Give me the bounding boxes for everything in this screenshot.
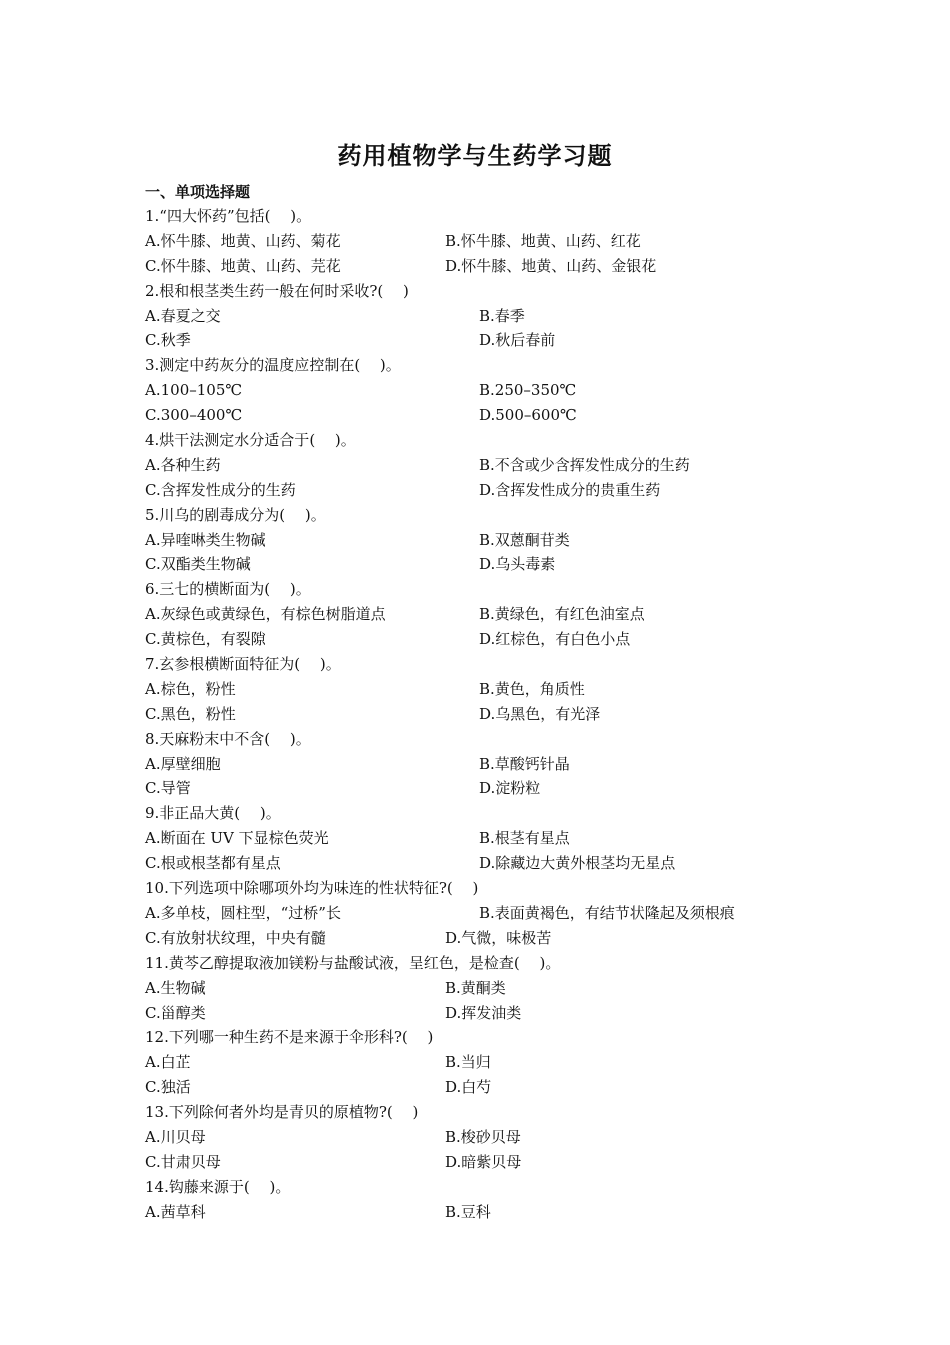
question-stem: 7.玄参根横断面特征为( )。 xyxy=(145,655,341,674)
answer-option: B.黄绿色，有红色油室点 xyxy=(479,605,645,624)
answer-option: A.春夏之交 xyxy=(145,306,221,325)
answer-option: C.双酯类生物碱 xyxy=(145,555,251,574)
answer-option: B.不含或少含挥发性成分的生药 xyxy=(479,455,690,474)
answer-option: D.秋后春前 xyxy=(479,331,556,350)
answer-option: D.除藏边大黄外根茎均无星点 xyxy=(479,854,676,873)
option-row xyxy=(145,328,825,353)
option-row xyxy=(145,826,825,851)
answer-option: C.300–400℃ xyxy=(145,406,243,425)
question-list xyxy=(145,204,825,1225)
option-row xyxy=(145,1125,825,1150)
answer-option: D.乌黑色，有光泽 xyxy=(479,704,601,723)
document-title: 药用植物学与生药学习题 xyxy=(337,142,613,170)
option-row xyxy=(145,976,825,1001)
answer-option: A.白芷 xyxy=(145,1053,191,1072)
answer-option: A.断面在 UV 下显棕色荧光 xyxy=(145,829,329,848)
answer-option: A.异喹啉类生物碱 xyxy=(145,530,266,549)
option-row xyxy=(145,254,825,279)
option-row xyxy=(145,1075,825,1100)
answer-option: A.怀牛膝、地黄、山药、菊花 xyxy=(145,231,341,250)
answer-option: B.当归 xyxy=(445,1053,491,1072)
answer-option: C.根或根茎都有星点 xyxy=(145,854,281,873)
answer-option: C.黑色，粉性 xyxy=(145,704,236,723)
answer-option: C.秋季 xyxy=(145,331,191,350)
answer-option: D.红棕色，有白色小点 xyxy=(479,630,631,649)
answer-option: D.500–600℃ xyxy=(479,406,577,425)
answer-option: D.含挥发性成分的贵重生药 xyxy=(479,480,661,499)
option-row xyxy=(145,378,825,403)
answer-option: D.白芍 xyxy=(445,1078,492,1097)
option-row xyxy=(145,229,825,254)
section-heading: 一、单项选择题 xyxy=(145,183,251,201)
answer-option: A.茜草科 xyxy=(145,1202,206,1221)
answer-option: A.厚壁细胞 xyxy=(145,754,221,773)
option-row xyxy=(145,776,825,801)
option-row xyxy=(145,552,825,577)
answer-option: B.春季 xyxy=(479,306,525,325)
answer-option: C.甾醇类 xyxy=(145,1003,206,1022)
question-stem: 12.下列哪一种生药不是来源于伞形科?( ) xyxy=(145,1028,434,1047)
answer-option: B.草酸钙针晶 xyxy=(479,754,570,773)
answer-option: D.挥发油类 xyxy=(445,1003,522,1022)
question-stem: 2.根和根茎类生药一般在何时采收?( ) xyxy=(145,281,409,300)
answer-option: C.黄棕色，有裂隙 xyxy=(145,630,266,649)
answer-option: C.导管 xyxy=(145,779,191,798)
option-row xyxy=(145,602,825,627)
answer-option: B.梭砂贝母 xyxy=(445,1127,521,1146)
answer-option: A.灰绿色或黄绿色，有棕色树脂道点 xyxy=(145,605,386,624)
option-row xyxy=(145,926,825,951)
answer-option: C.含挥发性成分的生药 xyxy=(145,480,296,499)
option-row xyxy=(145,1150,825,1175)
answer-option: D.怀牛膝、地黄、山药、金银花 xyxy=(445,256,657,275)
answer-option: A.川贝母 xyxy=(145,1127,206,1146)
answer-option: B.表面黄褐色，有结节状隆起及须根痕 xyxy=(479,903,735,922)
answer-option: B.双蒽酮苷类 xyxy=(479,530,570,549)
option-row xyxy=(145,478,825,503)
option-row xyxy=(145,1200,825,1225)
answer-option: A.多单枝，圆柱型，“过桥”长 xyxy=(145,903,341,922)
answer-option: A.生物碱 xyxy=(145,978,206,997)
option-row xyxy=(145,702,825,727)
question-stem: 14.钩藤来源于( )。 xyxy=(145,1177,291,1196)
option-row xyxy=(145,1050,825,1075)
question-stem: 5.川乌的剧毒成分为( )。 xyxy=(145,505,326,524)
option-row xyxy=(145,403,825,428)
question-stem: 4.烘干法测定水分适合于( )。 xyxy=(145,431,356,450)
answer-option: C.怀牛膝、地黄、山药、芫花 xyxy=(145,256,341,275)
option-row xyxy=(145,453,825,478)
answer-option: B.黄酮类 xyxy=(445,978,506,997)
option-row xyxy=(145,851,825,876)
answer-option: A.100–105℃ xyxy=(145,381,243,400)
answer-option: C.独活 xyxy=(145,1078,191,1097)
answer-option: B.黄色，角质性 xyxy=(479,679,585,698)
answer-option: D.气微，味极苦 xyxy=(445,928,552,947)
answer-option: C.有放射状纹理，中央有髓 xyxy=(145,928,326,947)
option-row xyxy=(145,677,825,702)
answer-option: B.250–350℃ xyxy=(479,381,577,400)
question-stem: 9.非正品大黄( )。 xyxy=(145,804,281,823)
answer-option: D.暗紫贝母 xyxy=(445,1152,522,1171)
answer-option: A.棕色，粉性 xyxy=(145,679,236,698)
answer-option: C.甘肃贝母 xyxy=(145,1152,221,1171)
question-stem: 13.下列除何者外均是青贝的原植物?( ) xyxy=(145,1103,419,1122)
option-row xyxy=(145,1001,825,1026)
answer-option: B.豆科 xyxy=(445,1202,491,1221)
answer-option: D.淀粉粒 xyxy=(479,779,541,798)
option-row xyxy=(145,901,825,926)
question-stem: 8.天麻粉末中不含( )。 xyxy=(145,729,311,748)
option-row xyxy=(145,752,825,777)
question-stem: 1.“四大怀药”包括( )。 xyxy=(145,207,312,225)
question-stem: 6.三七的横断面为( )。 xyxy=(145,580,311,599)
answer-option: B.根茎有星点 xyxy=(479,829,570,848)
question-stem: 11.黄芩乙醇提取液加镁粉与盐酸试液，呈红色，是检查( )。 xyxy=(145,953,561,972)
answer-option: D.乌头毒素 xyxy=(479,555,556,574)
answer-option: B.怀牛膝、地黄、山药、红花 xyxy=(445,231,641,250)
option-row xyxy=(145,627,825,652)
option-row xyxy=(145,304,825,329)
answer-option: A.各种生药 xyxy=(145,455,221,474)
option-row xyxy=(145,528,825,553)
question-stem: 10.下列选项中除哪项外均为味连的性状特征?( ) xyxy=(145,879,479,898)
question-stem: 3.测定中药灰分的温度应控制在( )。 xyxy=(145,356,401,375)
